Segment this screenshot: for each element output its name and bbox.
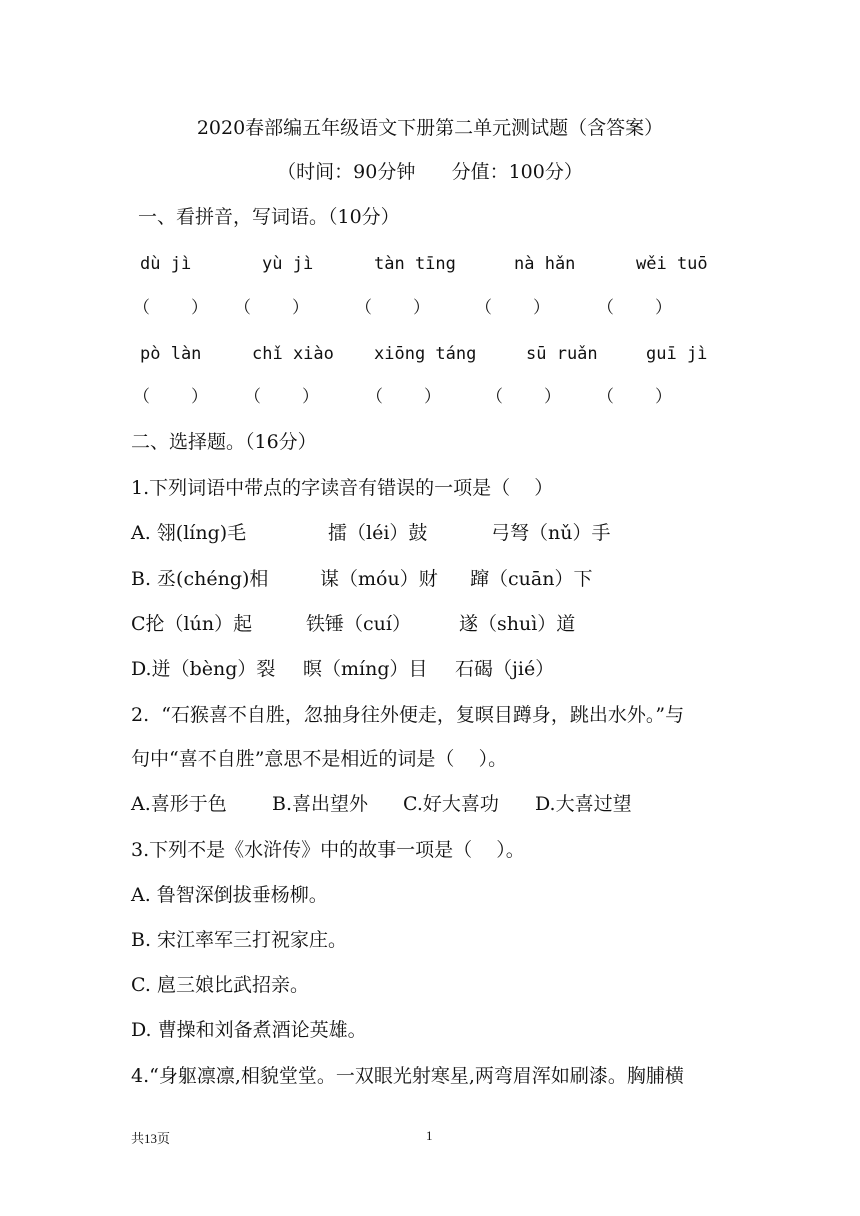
total-pages: 共13页 [131,1131,171,1146]
option-text: C抡（lún）起 [131,613,253,635]
option-text: 石碣（jié） [455,658,555,680]
page-number: 1 [426,1128,433,1143]
page-title: 2020春部编五年级语文下册第二单元测试题（含答案） [196,117,664,139]
question-2-stem-cont: 句中“喜不自胜”意思不是相近的词是（ ）。 [131,748,508,770]
question-3-stem: 3.下列不是《水浒传》中的故事一项是（ ）。 [131,839,525,861]
option-text: C.好大喜功 [403,793,499,815]
answer-blank: （ ） [475,298,550,318]
answer-blank: （ ） [597,387,672,407]
pinyin-item: guī jì [646,344,708,364]
answer-blank: （ ） [486,387,561,407]
section1-heading: 一、看拼音，写词语。（10分） [138,206,400,228]
answer-blank: （ ） [597,298,672,318]
pinyin-item: dù jì [140,254,192,274]
option-text: 遂（shuì）道 [459,613,576,635]
question-4-stem: 4.“身躯凛凛,相貌堂堂。一双眼光射寒星,两弯眉浑如刷漆。胸脯横 [131,1065,684,1087]
option-text: B. 宋江率军三打祝家庄。 [131,929,348,951]
pinyin-item: pò làn [140,344,202,364]
option-text: A. 鲁智深倒拔垂杨柳。 [131,884,328,906]
answer-blank: （ ） [133,387,208,407]
pinyin-item: sū ruǎn [526,344,598,364]
option-text: A. 翎(líng)毛 [131,522,247,544]
option-text: A.喜形于色 [131,793,227,815]
option-text: D.大喜过望 [535,793,632,815]
option-text: 弓弩（nǔ）手 [491,522,611,544]
pinyin-item: nà hǎn [514,254,576,274]
pinyin-item: chǐ xiào [252,344,334,364]
answer-blank: （ ） [133,298,208,318]
answer-blank: （ ） [234,298,309,318]
exam-info: （时间：90分钟 分值：100分） [277,161,583,183]
pinyin-item: xiōng táng [374,344,477,364]
question-2-stem: 2. “石猴喜不自胜，忽抽身往外便走，复暝目蹲身，跳出水外。”与 [131,704,685,726]
option-text: C. 扈三娘比武招亲。 [131,974,309,996]
pinyin-item: wěi tuō [636,254,708,274]
option-text: D. 曹操和刘备煮酒论英雄。 [131,1019,367,1041]
option-text: B.喜出望外 [272,793,369,815]
option-text: 谋（móu）财 [320,568,438,590]
option-text: 擂（léi）鼓 [328,522,428,544]
section2-heading: 二、选择题。（16分） [131,431,317,453]
option-text: 蹿（cuān）下 [470,568,593,590]
answer-blank: （ ） [355,298,430,318]
pinyin-item: yù jì [262,254,314,274]
question-1-stem: 1.下列词语中带点的字读音有错误的一项是（ ） [131,477,554,499]
option-text: 暝（míng）目 [303,658,428,680]
answer-blank: （ ） [244,387,319,407]
option-text: 铁锤（cuí） [306,613,411,635]
pinyin-item: tàn tīng [374,254,456,274]
answer-blank: （ ） [366,387,441,407]
option-text: B. 丞(chéng)相 [131,568,269,590]
option-text: D.迸（bèng）裂 [131,658,276,680]
